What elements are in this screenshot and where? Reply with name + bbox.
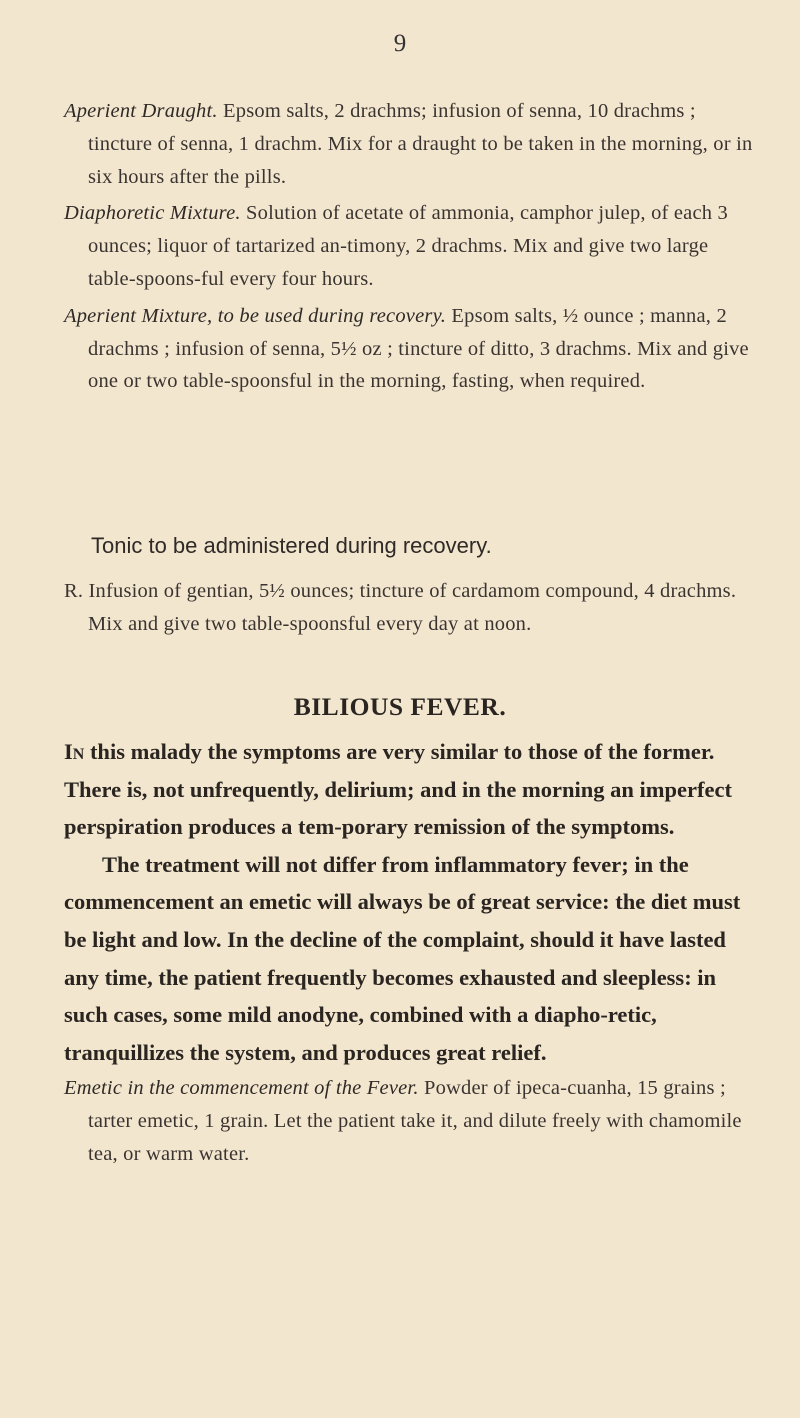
emetic-recipe <box>64 1072 754 1170</box>
recipe-aperient-draught <box>64 95 754 193</box>
drop-initial: In <box>64 739 85 764</box>
section-heading: BILIOUS FEVER. <box>293 692 507 721</box>
body-text: this malady the symptoms are very similar to those of the former. There is, not unfrequently, delirium; and in the morning an imperfect perspiration produces a tem-porary remission of the symptoms. <box>64 739 732 840</box>
recipe-aperient-mixture <box>64 300 754 398</box>
tonic-heading: Tonic to be administered during recovery. <box>91 533 492 558</box>
recipe-diaphoretic-mixture <box>64 197 754 295</box>
body-paragraph-2: The treatment will not differ from inflammatory fever; in the commencement an emetic will always be of great service: the diet must be light and low. In the decline of the complaint, should it have lasted any time, the patient frequently becomes exhausted and sleepless: in such cases, some mild anodyne, combined with a diapho-retic, tranquillizes the system, and produces great relief. <box>64 851 741 1065</box>
recipes-section <box>64 95 754 398</box>
recipe-title: Diaphoretic Mixture. <box>64 202 241 225</box>
tonic-text: R. Infusion of gentian, 5½ ounces; tincture of cardamom compound, 4 drachms. Mix and give two table-spoonsful every day at noon. <box>64 580 737 635</box>
recipe-text: Solution of acetate of ammonia, camphor julep, of each 3 ounces; liquor of tartarized an-timony, 2 drachms. Mix and give two large table-spoons-ful every four hours. <box>88 202 728 290</box>
recipe-title: Aperient Mixture, to be used during recovery. <box>64 304 447 327</box>
tonic-recipe <box>64 575 754 641</box>
page-number: 9 <box>393 30 407 57</box>
recipe-title: Aperient Draught. <box>64 100 218 122</box>
recipe-text: Epsom salts, 2 drachms; infusion of senna, 10 drachms ; tincture of senna, 1 drachm. Mix for a draught to be taken in the morning, or in six hours after the pills. <box>88 100 753 188</box>
recipe-title: Emetic in the commencement of the Fever. <box>64 1077 419 1099</box>
recipe-text: Epsom salts, ½ ounce ; manna, 2 drachms ; infusion of senna, 5½ oz ; tincture of ditto, 3 drachms. Mix and give one or two table-spoonsful in the morning, fasting, when required. <box>88 304 749 393</box>
recipe-emetic <box>64 1072 754 1170</box>
bilious-fever-body <box>64 733 754 1071</box>
body-paragraph-1 <box>64 733 754 846</box>
recipe-text: Powder of ipeca-cuanha, 15 grains ; tarter emetic, 1 grain. Let the patient take it, and dilute freely with chamomile tea, or warm water. <box>88 1077 742 1165</box>
